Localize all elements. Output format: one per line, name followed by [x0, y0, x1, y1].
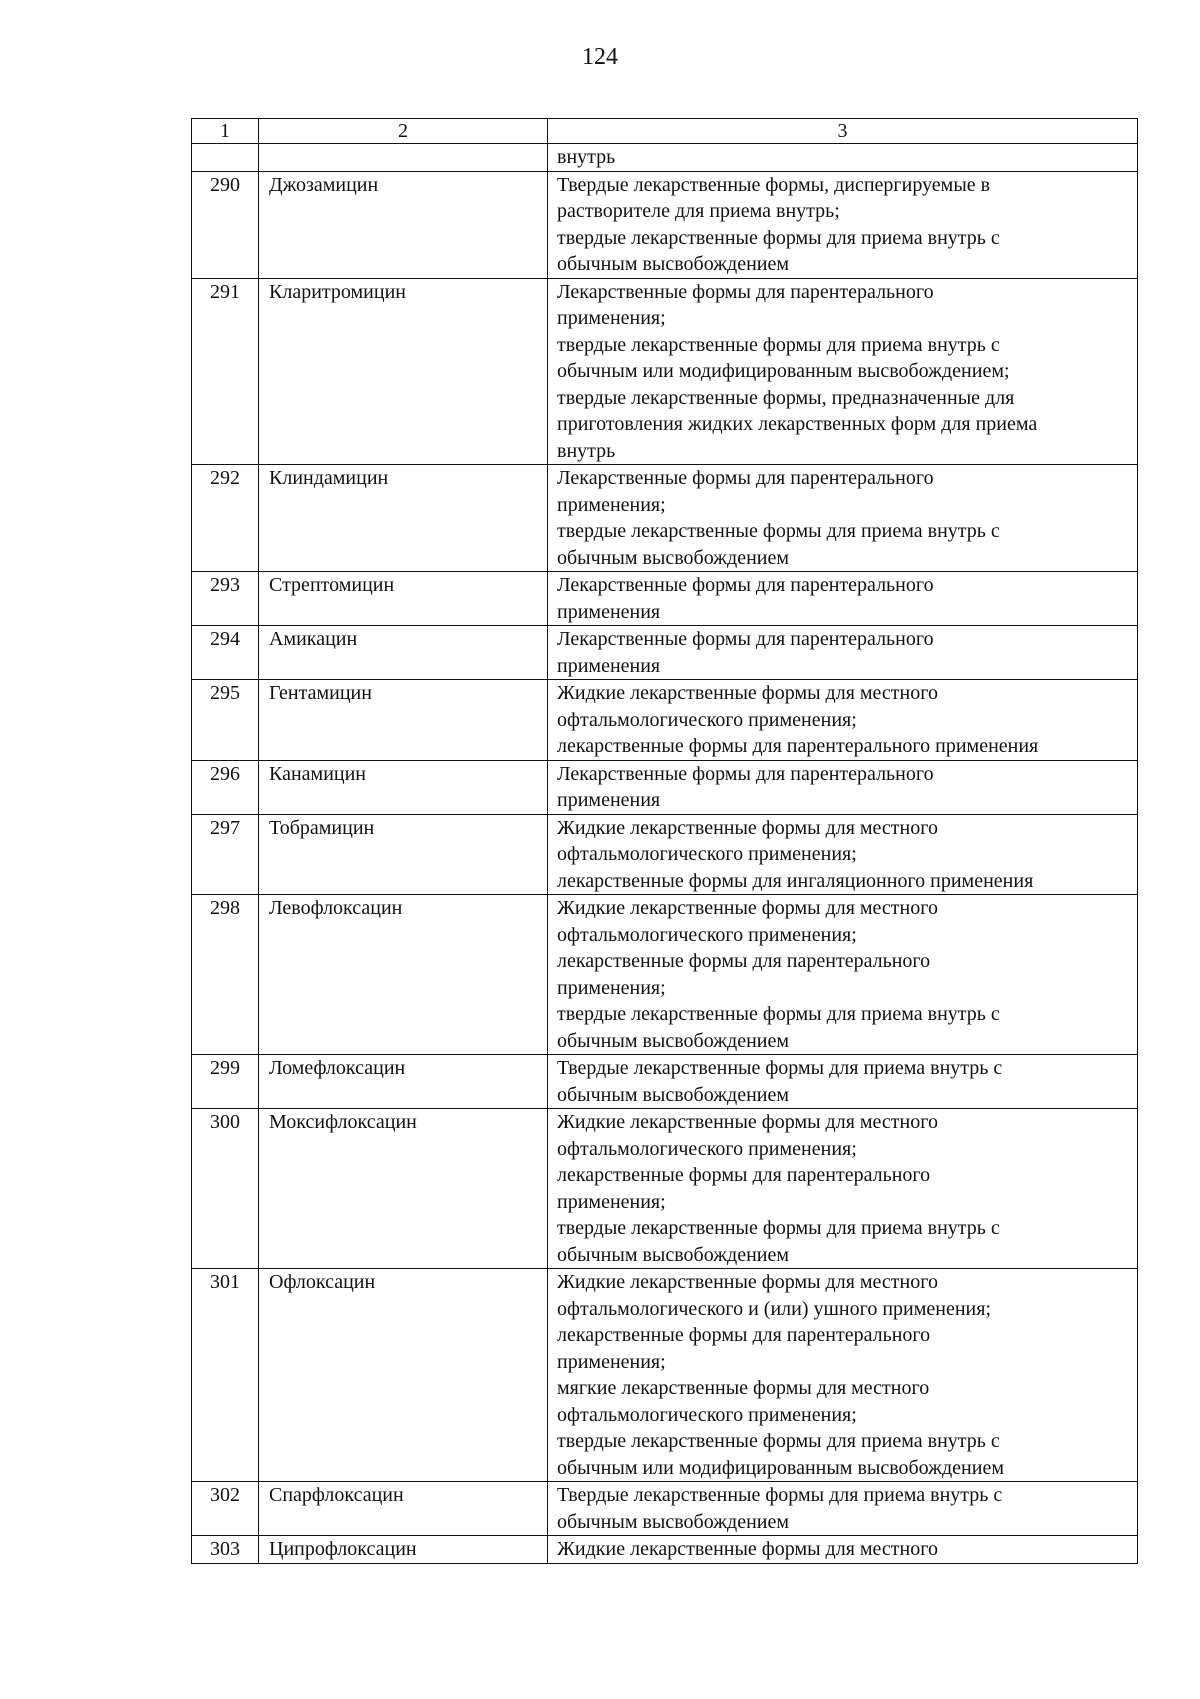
forms-line: обычным высвобождением	[557, 1243, 790, 1266]
drug-name: Гентамицин	[259, 680, 548, 761]
dosage-forms	[548, 1482, 1138, 1536]
drug-name: Амикацин	[259, 626, 548, 680]
drug-name: Тобрамицин	[259, 814, 548, 895]
forms-line: Жидкие лекарственные формы для местного	[557, 1538, 938, 1560]
forms-line: обычным или модифицированным высвобождением;	[557, 360, 1010, 382]
dosage-forms	[548, 626, 1138, 680]
forms-line: офтальмологического и (или) ушного применения;	[557, 1297, 991, 1320]
drug-name: Клиндамицин	[259, 465, 548, 572]
drug-name: Стрептомицин	[259, 572, 548, 626]
page-number: 124	[582, 44, 618, 70]
dosage-forms	[548, 1269, 1138, 1482]
forms-line: применения;	[557, 493, 666, 516]
forms-line: обычным высвобождением	[557, 1083, 790, 1106]
drug-name: Кларитромицин	[259, 278, 548, 465]
forms-line: твердые лекарственные формы для приема внутрь с	[557, 1217, 1000, 1239]
forms-line: Лекарственные формы для парентерального	[557, 762, 934, 785]
forms-line: приготовления жидких лекарственных форм для приема	[557, 413, 1038, 435]
row-number: 292	[192, 465, 259, 572]
forms-line: офтальмологического применения;	[557, 708, 857, 731]
drug-name: Моксифлоксацин	[259, 1109, 548, 1269]
dosage-forms	[548, 680, 1138, 761]
forms-line: Лекарственные формы для парентерального	[557, 574, 934, 596]
forms-line: применения	[557, 654, 661, 677]
table-row	[192, 895, 1138, 1055]
forms-line: обычным высвобождением	[557, 253, 790, 275]
dosage-forms	[548, 465, 1138, 572]
forms-line: Жидкие лекарственные формы для местного	[557, 816, 938, 839]
forms-line: лекарственные формы для парентерального	[557, 950, 931, 972]
table-row	[192, 626, 1138, 680]
drug-name: Офлоксацин	[259, 1269, 548, 1482]
forms-line: твердые лекарственные формы для приема внутрь с	[557, 333, 1000, 356]
row-number: 291	[192, 278, 259, 465]
forms-line: твердые лекарственные формы для приема внутрь с	[557, 1430, 1000, 1452]
dosage-forms	[548, 572, 1138, 626]
table-row	[192, 465, 1138, 572]
forms-line: Лекарственные формы для парентерального	[557, 467, 934, 489]
continuation-forms-cell	[548, 144, 1138, 172]
table-row	[192, 760, 1138, 814]
header-cell-1: 1	[192, 119, 259, 144]
forms-line: офтальмологического применения;	[557, 923, 857, 946]
forms-line: внутрь	[557, 439, 616, 462]
header-cell-3: 3	[548, 119, 1138, 144]
forms-line: лекарственные формы для парентерального применения	[557, 735, 1039, 757]
forms-line: обычным или модифицированным высвобождением	[557, 1456, 1004, 1479]
forms-line: обычным высвобождением	[557, 1510, 790, 1533]
drug-name: Спарфлоксацин	[259, 1482, 548, 1536]
forms-line: применения;	[557, 1190, 666, 1213]
continuation-name-cell	[259, 144, 548, 172]
row-number: 303	[192, 1536, 259, 1564]
dosage-forms	[548, 895, 1138, 1055]
dosage-forms	[548, 1536, 1138, 1564]
drug-name: Ломефлоксацин	[259, 1055, 548, 1109]
forms-line: применения;	[557, 976, 666, 999]
forms-line: офтальмологического применения;	[557, 843, 857, 865]
row-number: 298	[192, 895, 259, 1055]
forms-line: Жидкие лекарственные формы для местного	[557, 682, 938, 704]
dosage-forms	[548, 1055, 1138, 1109]
row-number: 293	[192, 572, 259, 626]
row-number: 295	[192, 680, 259, 761]
row-number: 299	[192, 1055, 259, 1109]
drug-name: Канамицин	[259, 760, 548, 814]
forms-line: офтальмологического применения;	[557, 1137, 857, 1160]
row-number: 296	[192, 760, 259, 814]
dosage-forms	[548, 814, 1138, 895]
table-row	[192, 278, 1138, 465]
forms-line: применения	[557, 600, 661, 623]
forms-line: Жидкие лекарственные формы для местного	[557, 897, 938, 919]
forms-line: применения	[557, 789, 661, 811]
table-row	[192, 1536, 1138, 1564]
forms-line: лекарственные формы для парентерального	[557, 1324, 931, 1346]
forms-line: обычным высвобождением	[557, 546, 790, 569]
forms-line: внутрь	[557, 146, 616, 168]
dosage-forms	[548, 1109, 1138, 1269]
row-number: 297	[192, 814, 259, 895]
table-row	[192, 1055, 1138, 1109]
forms-line: Жидкие лекарственные формы для местного	[557, 1271, 938, 1293]
forms-line: растворителе для приема внутрь;	[557, 200, 840, 222]
continuation-row	[192, 144, 1138, 172]
drug-name: Джозамицин	[259, 171, 548, 278]
drug-name: Левофлоксацин	[259, 895, 548, 1055]
row-number: 300	[192, 1109, 259, 1269]
forms-line: Лекарственные формы для парентерального	[557, 628, 934, 650]
table-row	[192, 1109, 1138, 1269]
forms-line: Твердые лекарственные формы для приема внутрь с	[557, 1484, 1003, 1506]
dosage-forms	[548, 760, 1138, 814]
dosage-forms	[548, 171, 1138, 278]
forms-line: применения;	[557, 1350, 666, 1373]
table-row	[192, 572, 1138, 626]
row-number: 290	[192, 171, 259, 278]
forms-line: Твердые лекарственные формы для приема внутрь с	[557, 1057, 1003, 1079]
table-row	[192, 680, 1138, 761]
forms-line: Твердые лекарственные формы, диспергируемые в	[557, 173, 991, 196]
continuation-num-cell	[192, 144, 259, 172]
header-cell-2: 2	[259, 119, 548, 144]
forms-line: мягкие лекарственные формы для местного	[557, 1377, 930, 1399]
table-row	[192, 814, 1138, 895]
forms-line: твердые лекарственные формы для приема внутрь с	[557, 520, 1000, 542]
row-number: 301	[192, 1269, 259, 1482]
forms-line: лекарственные формы для парентерального	[557, 1164, 931, 1186]
header-row	[192, 119, 1138, 144]
table-row	[192, 1269, 1138, 1482]
table-row	[192, 1482, 1138, 1536]
drug-table	[191, 118, 1138, 1564]
dosage-forms	[548, 278, 1138, 465]
forms-line: Жидкие лекарственные формы для местного	[557, 1111, 938, 1133]
forms-line: применения;	[557, 307, 666, 329]
row-number: 294	[192, 626, 259, 680]
table-row	[192, 171, 1138, 278]
forms-line: твердые лекарственные формы, предназначенные для	[557, 386, 1015, 409]
forms-line: офтальмологического применения;	[557, 1403, 857, 1426]
forms-line: обычным высвобождением	[557, 1029, 790, 1052]
drug-name: Ципрофлоксацин	[259, 1536, 548, 1564]
forms-line: лекарственные формы для ингаляционного применения	[557, 869, 1034, 892]
row-number: 302	[192, 1482, 259, 1536]
forms-line: Лекарственные формы для парентерального	[557, 280, 934, 303]
forms-line: твердые лекарственные формы для приема внутрь с	[557, 1003, 1000, 1025]
forms-line: твердые лекарственные формы для приема внутрь с	[557, 226, 1000, 249]
